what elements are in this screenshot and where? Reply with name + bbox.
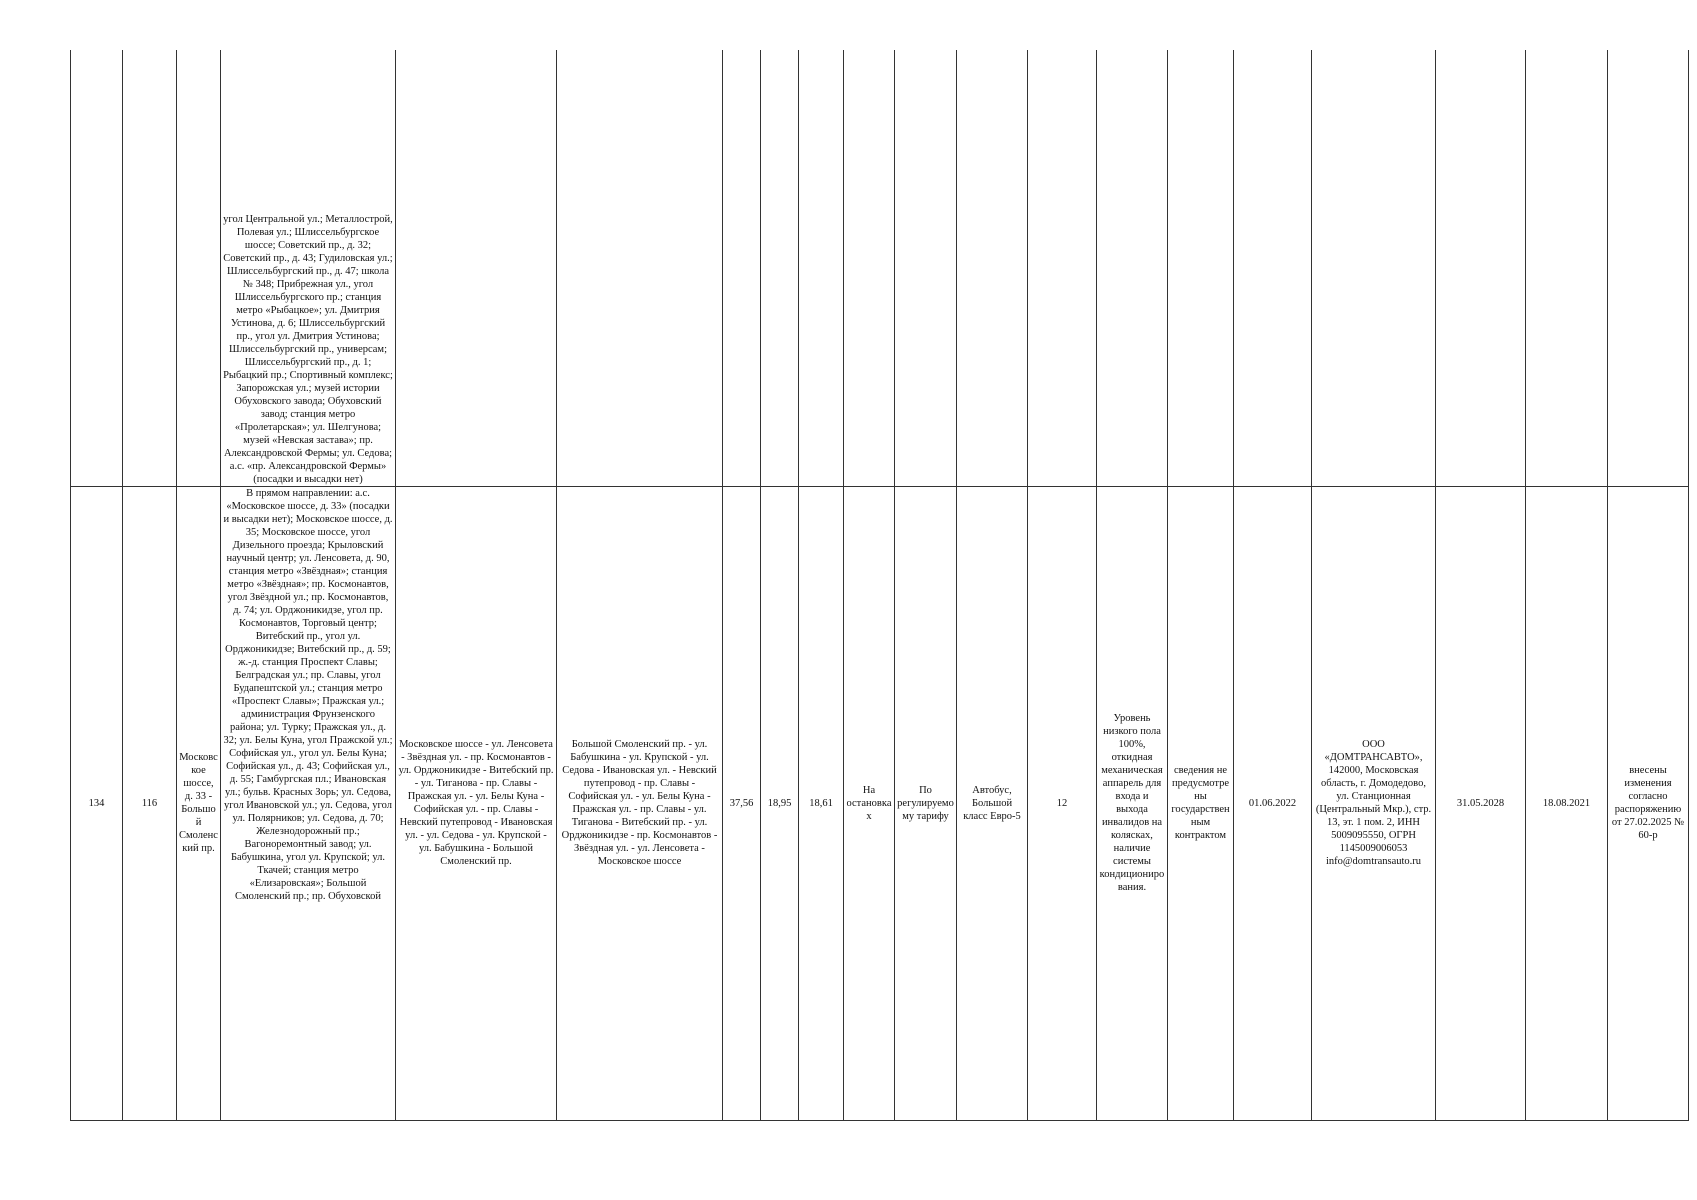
cell-empty [1526, 50, 1608, 486]
table-row [71, 50, 1689, 486]
forward-path-cell: Московское шоссе - ул. Ленсовета - Звёздная ул. - пр. Космонавтов - ул. Орджоникидзе - Витебский пр. - ул. Тиганова - пр. Славы - Пражская ул. - ул. Белы Куна - Софийская ул. - пр. Славы - Невский путепровод - Ивановская ул. - ул. Седова - ул. Крупской - ул. Бабушкина - Большой Смоленский пр. [396, 486, 557, 1120]
stops-cell: В прямом направлении: а.с. «Московское шоссе, д. 33» (посадки и высадки нет); Московское шоссе, д. 35; Московское шоссе, угол Дизельного проезда; Крыловский научный центр; ул. Ленсовета, д. 90, станция метро «Звёздная»; станция метро «Звёздная»; пр. Космонавтов, угол Звёздной ул.; пр. Космонавтов, д. 74; ул. Орджоникидзе, угол пр. Космонавтов, Торговый центр; Витебский пр., угол ул. Орджоникидзе; Витебский пр., д. 59; ж.-д. станция Проспект Славы; Белградская ул.; пр. Славы, угол Будапештской ул.; станция метро «Проспект Славы»; Пражская ул.; администрация Фрунзенского района; ул. Турку; Пражская ул., д. 32; ул. Белы Куна, угол Пражской ул.; Софийская ул., угол ул. Белы Куна; Софийская ул., д. 43; Софийская ул., д. 55; Гамбургская пл.; Ивановская ул.; бульв. Красных Зорь; ул. Седова, угол Ивановской ул.; ул. Седова, угол ул. Полярников; ул. Седова, д. 70; Железнодорожный пр.; Вагоноремонтный завод; ул. Бабушкина, угол ул. Крупской; ул. Ткачей; станция метро «Елизаровская»; Большой Смоленский пр.; пр. Обуховской [221, 486, 396, 1120]
characteristics-cell: Уровень низкого пола 100%, откидная механическая аппарель для входа и выхода инвалидов на колясках, наличие системы кондиционирования. [1097, 486, 1168, 1120]
cell-empty [844, 50, 895, 486]
contract-cell: сведения не предусмотрены государственным контрактом [1168, 486, 1234, 1120]
length-forward-cell: 18,95 [761, 486, 799, 1120]
table-row [71, 486, 1689, 1120]
register-table [70, 50, 1689, 1121]
cell-empty [1168, 50, 1234, 486]
row-number-cell: 134 [71, 486, 123, 1120]
cell-empty [557, 50, 723, 486]
cell-empty [1436, 50, 1526, 486]
cell-empty [799, 50, 844, 486]
cell-empty [71, 50, 123, 486]
cell-empty [723, 50, 761, 486]
length-reverse-cell: 18,61 [799, 486, 844, 1120]
cell-empty [895, 50, 957, 486]
stops-continuation-cell: угол Центральной ул.; Металлострой, Полевая ул.; Шлиссельбургское шоссе; Советский пр., д. 32; Советский пр., д. 43; Гудиловская ул.; Шлиссельбургский пр., д. 47; школа № 348; Прибрежная ул., угол Шлиссельбургского пр.; станция метро «Рыбацкое»; ул. Дмитрия Устинова, д. 6; Шлиссельбургский пр., угол ул. Дмитрия Устинова; Шлиссельбургский пр., универсам; Шлиссельбургский пр., д. 1; Рыбацкий пр.; Спортивный комплекс; Запорожская ул.; музей истории Обуховского завода; Обуховский завод; станция метро «Пролетарская»; ул. Шелгунова; музей «Невская застава»; пр. Александровской Фермы; ул. Седова; а.с. «пр. Александровской Фермы» (посадки и высадки нет) [221, 50, 396, 486]
tariff-cell: По регулируемому тарифу [895, 486, 957, 1120]
route-name-cell: Московское шоссе, д. 33 - Большой Смоленский пр. [177, 486, 221, 1120]
vehicle-count-cell: 12 [1028, 486, 1097, 1120]
carrier-cell: ООО «ДОМТРАНСАВТО», 142000, Московская область, г. Домодедово, ул. Станционная (Центральный Мкр.), стр. 13, эт. 1 пом. 2, ИНН 5009095550, ОГРН 1145009006053 info@domtransauto.ru [1312, 486, 1436, 1120]
cell-empty [1312, 50, 1436, 486]
cell-empty [761, 50, 799, 486]
cell-empty [957, 50, 1028, 486]
stop-order-cell: На остановках [844, 486, 895, 1120]
cell-empty [1028, 50, 1097, 486]
registration-date-cell: 18.08.2021 [1526, 486, 1608, 1120]
end-date-cell: 31.05.2028 [1436, 486, 1526, 1120]
cell-empty [1097, 50, 1168, 486]
cell-empty [177, 50, 221, 486]
cell-empty [1234, 50, 1312, 486]
start-date-cell: 01.06.2022 [1234, 486, 1312, 1120]
notes-cell: внесены изменения согласно распоряжению от 27.02.2025 № 60-р [1608, 486, 1689, 1120]
reverse-path-cell: Большой Смоленский пр. - ул. Бабушкина - ул. Крупской - ул. Седова - Ивановская ул. - Невский путепровод - пр. Славы - Софийская ул. - ул. Белы Куна - Пражская ул. - пр. Славы - ул. Тиганова - Витебский пр. - ул. Орджоникидзе - пр. Космонавтов - Звёздная ул. - ул. Ленсовета - Московское шоссе [557, 486, 723, 1120]
cell-empty [396, 50, 557, 486]
cell-empty [123, 50, 177, 486]
cell-empty [1608, 50, 1689, 486]
length-total-cell: 37,56 [723, 486, 761, 1120]
route-number-cell: 116 [123, 486, 177, 1120]
vehicle-cell: Автобус, Большой класс Евро-5 [957, 486, 1028, 1120]
